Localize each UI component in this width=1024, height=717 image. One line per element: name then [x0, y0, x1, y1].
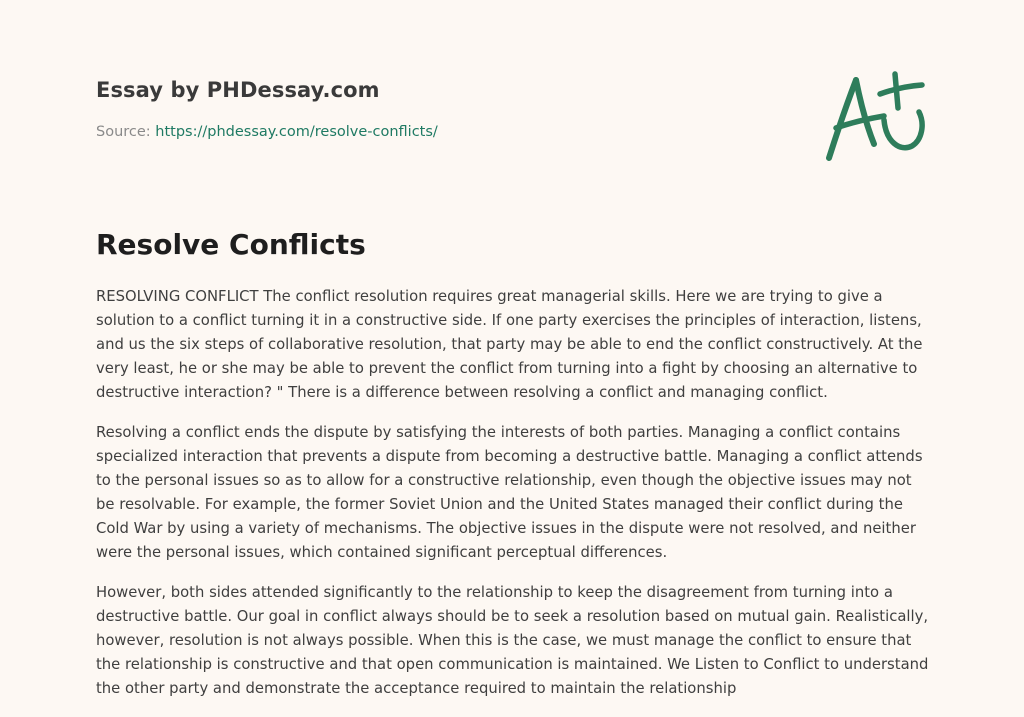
essay-title: Resolve Conflicts	[96, 228, 366, 261]
page-header	[96, 76, 736, 142]
essay-paragraph: Resolving a conflict ends the dispute by satisfying the interests of both parties. Managing a conflict contains specialized interaction that prevents a dispute from becoming a destructive battle. Managing a conflict attends to the personal issues so as to allow for a constructive relationship, even though the objective issues may not be resolvable. For example, the former Soviet Union and the United States managed their conflict during the Cold War by using a variety of mechanisms. The objective issues in the dispute were not resolved, and neither were the personal issues, which contained significant perceptual differences.	[96, 424, 923, 561]
essay-body	[96, 285, 930, 717]
essay-paragraph: However, both sides attended significantly to the relationship to keep the disagreement from turning into a destructive battle. Our goal in conflict always should be to seek a resolution based on mutual gain. Realistically, however, resolution is not always possible. When this is the case, we must manage the conflict to ensure that the relationship is constructive and that open communication is maintained. We Listen to Conflict to understand the other party and demonstrate the acceptance required to maintain the relationship	[96, 584, 929, 697]
source-label: Source:	[96, 124, 151, 140]
source-line	[96, 122, 736, 142]
essay-paragraph: RESOLVING CONFLICT The conflict resolution requires great managerial skills. Here we are trying to give a solution to a conflict turning it in a constructive side. If one party exercises the principles of interaction, listens, and us the six steps of collaborative resolution, that party may be able to end the conflict constructively. At the very least, he or she may be able to prevent the conflict from turning into a fight by choosing an alternative to destructive interaction? " There is a difference between resolving a conflict and managing conflict.	[96, 288, 923, 401]
source-link[interactable]: https://phdessay.com/resolve-conflicts/	[155, 124, 438, 140]
a-plus-logo-icon	[822, 66, 930, 166]
site-title: Essay by PHDessay.com	[96, 78, 380, 102]
